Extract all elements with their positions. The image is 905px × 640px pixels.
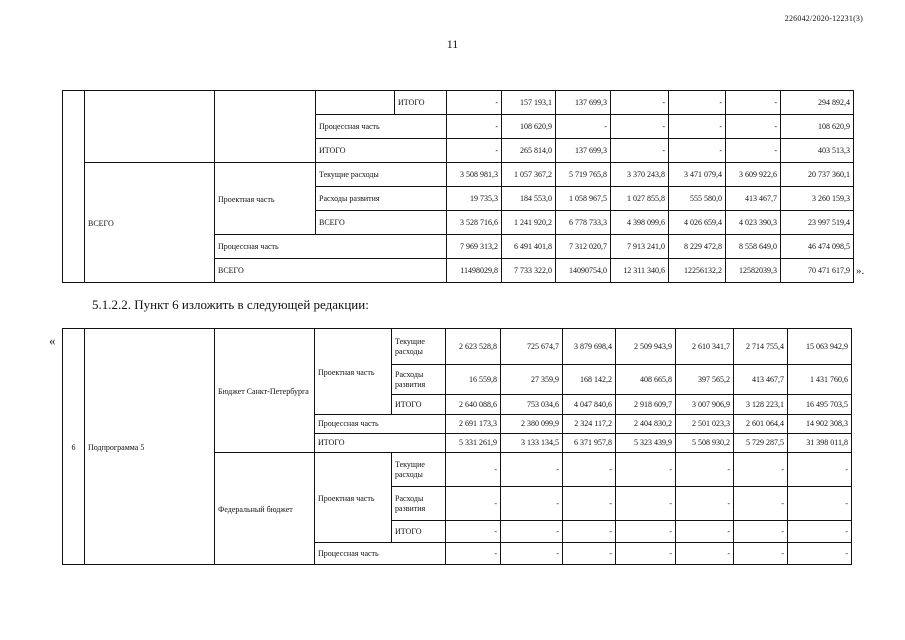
value-cell: -: [611, 115, 669, 139]
value-cell: 23 997 519,4: [781, 211, 854, 235]
value-cell: 7 312 020,7: [556, 235, 611, 259]
row-label: Расходы развития: [392, 365, 446, 395]
value-cell: 7 913 241,0: [611, 235, 669, 259]
row-label: Расходы развития: [392, 487, 446, 521]
item-number: 6: [63, 329, 85, 565]
value-cell: -: [616, 543, 676, 565]
value-cell: -: [669, 91, 726, 115]
value-cell: -: [563, 453, 616, 487]
blank-cell: [316, 91, 395, 115]
value-cell: 294 892,4: [781, 91, 854, 115]
row-label: ИТОГО: [392, 395, 446, 415]
value-cell: 4 047 840,6: [563, 395, 616, 415]
value-cell: 15 063 942,9: [788, 329, 852, 365]
value-cell: -: [676, 453, 734, 487]
document-id: 226042/2020-12231(3): [784, 14, 863, 23]
value-cell: 2 691 173,3: [446, 415, 501, 434]
value-cell: -: [563, 487, 616, 521]
value-cell: -: [616, 487, 676, 521]
value-cell: 184 553,0: [502, 187, 556, 211]
row-label: Текущие расходы: [316, 163, 447, 187]
value-cell: -: [563, 521, 616, 543]
row-label: Расходы развития: [316, 187, 447, 211]
value-cell: 1 431 760,6: [788, 365, 852, 395]
value-cell: -: [501, 521, 563, 543]
value-cell: 19 735,3: [447, 187, 502, 211]
value-cell: -: [611, 139, 669, 163]
value-cell: 2 640 088,6: [446, 395, 501, 415]
value-cell: -: [616, 453, 676, 487]
value-cell: -: [726, 91, 781, 115]
value-cell: 2 601 064,4: [734, 415, 788, 434]
value-cell: 14 902 308,3: [788, 415, 852, 434]
budget-federal-label: Федеральный бюджет: [215, 453, 315, 565]
value-cell: 2 404 830,2: [616, 415, 676, 434]
value-cell: -: [447, 139, 502, 163]
value-cell: 1 027 855,8: [611, 187, 669, 211]
value-cell: -: [446, 543, 501, 565]
value-cell: -: [556, 115, 611, 139]
value-cell: 5 331 261,9: [446, 434, 501, 453]
value-cell: 6 491 401,8: [502, 235, 556, 259]
value-cell: 16 495 703,5: [788, 395, 852, 415]
value-cell: -: [734, 521, 788, 543]
value-cell: -: [788, 521, 852, 543]
value-cell: 11498029,8: [447, 259, 502, 283]
top-budget-table: [62, 90, 854, 283]
value-cell: 413 467,7: [734, 365, 788, 395]
value-cell: 3 879 698,4: [563, 329, 616, 365]
value-cell: 5 729 287,5: [734, 434, 788, 453]
value-cell: 108 620,9: [502, 115, 556, 139]
value-cell: 2 610 341,7: [676, 329, 734, 365]
value-cell: -: [788, 543, 852, 565]
value-cell: -: [726, 115, 781, 139]
bottom-table-body: [63, 329, 852, 565]
value-cell: 2 324 117,2: [563, 415, 616, 434]
value-cell: 3 508 981,3: [447, 163, 502, 187]
value-cell: 6 371 957,8: [563, 434, 616, 453]
value-cell: 2 380 099,9: [501, 415, 563, 434]
opening-quote: «: [49, 333, 56, 348]
value-cell: -: [563, 543, 616, 565]
value-cell: -: [676, 543, 734, 565]
value-cell: 4 023 390,3: [726, 211, 781, 235]
value-cell: 7 733 322,0: [502, 259, 556, 283]
value-cell: -: [501, 487, 563, 521]
part-label: Проектная часть: [215, 163, 316, 235]
value-cell: 137 699,3: [556, 91, 611, 115]
value-cell: 3 528 716,6: [447, 211, 502, 235]
value-cell: 168 142,2: [563, 365, 616, 395]
value-cell: -: [788, 487, 852, 521]
value-cell: 1 057 367,2: [502, 163, 556, 187]
value-cell: 403 513,3: [781, 139, 854, 163]
project-part-label: Проектная часть: [315, 453, 392, 543]
value-cell: -: [669, 115, 726, 139]
value-cell: 2 714 755,4: [734, 329, 788, 365]
budget-spb-label: Бюджет Санкт-Петербурга: [215, 329, 315, 453]
value-cell: 12582039,3: [726, 259, 781, 283]
table-row: [63, 329, 852, 365]
value-cell: 46 474 098,5: [781, 235, 854, 259]
value-cell: 397 565,2: [676, 365, 734, 395]
value-cell: 725 674,7: [501, 329, 563, 365]
row-label: ИТОГО: [392, 521, 446, 543]
value-cell: -: [446, 521, 501, 543]
value-cell: -: [501, 543, 563, 565]
value-cell: 3 370 243,8: [611, 163, 669, 187]
value-cell: 753 034,6: [501, 395, 563, 415]
top-table-body: [63, 91, 854, 283]
value-cell: 3 007 906,9: [676, 395, 734, 415]
paragraph-heading: 5.1.2.2. Пункт 6 изложить в следующей редакции:: [92, 297, 369, 312]
value-cell: 3 260 159,3: [781, 187, 854, 211]
value-cell: -: [446, 453, 501, 487]
project-part-label: Проектная часть: [315, 329, 392, 415]
blank-cell: [215, 91, 316, 163]
value-cell: 5 323 439,9: [616, 434, 676, 453]
page-number: 11: [446, 37, 459, 51]
value-cell: 3 471 079,4: [669, 163, 726, 187]
row-label: Текущие расходы: [392, 453, 446, 487]
value-cell: 8 558 649,0: [726, 235, 781, 259]
value-cell: 2 509 943,9: [616, 329, 676, 365]
value-cell: 4 398 099,6: [611, 211, 669, 235]
row-label: Процессная часть: [315, 543, 446, 565]
value-cell: 413 467,7: [726, 187, 781, 211]
program-label: Подпрограмма 5: [85, 329, 215, 565]
row-label: Процессная часть: [316, 115, 447, 139]
row-label: ВСЕГО: [215, 259, 447, 283]
value-cell: 8 229 472,8: [669, 235, 726, 259]
closing-quote: ».: [856, 265, 865, 277]
value-cell: 7 969 313,2: [447, 235, 502, 259]
value-cell: -: [734, 543, 788, 565]
value-cell: 137 699,3: [556, 139, 611, 163]
value-cell: -: [616, 521, 676, 543]
value-cell: -: [788, 453, 852, 487]
bottom-budget-table: [62, 328, 852, 565]
blank-cell: [85, 91, 215, 163]
group-label: ВСЕГО: [85, 163, 215, 283]
value-cell: 5 508 930,2: [676, 434, 734, 453]
value-cell: 31 398 011,8: [788, 434, 852, 453]
row-label: ИТОГО: [316, 139, 447, 163]
value-cell: 4 026 659,4: [669, 211, 726, 235]
table-row: [63, 163, 854, 187]
row-label: ИТОГО: [395, 91, 447, 115]
value-cell: -: [501, 453, 563, 487]
table-row: [63, 91, 854, 115]
value-cell: 27 359,9: [501, 365, 563, 395]
row-label: Текущие расходы: [392, 329, 446, 365]
row-label: Процессная часть: [215, 235, 447, 259]
value-cell: 3 133 134,5: [501, 434, 563, 453]
value-cell: 2 623 528,8: [446, 329, 501, 365]
value-cell: -: [446, 487, 501, 521]
value-cell: 12 311 340,6: [611, 259, 669, 283]
value-cell: 20 737 360,1: [781, 163, 854, 187]
row-label: ВСЕГО: [316, 211, 447, 235]
value-cell: -: [447, 91, 502, 115]
blank-cell: [63, 91, 85, 283]
value-cell: 70 471 617,9: [781, 259, 854, 283]
value-cell: 12256132,2: [669, 259, 726, 283]
value-cell: 1 241 920,2: [502, 211, 556, 235]
value-cell: 2 501 023,3: [676, 415, 734, 434]
value-cell: 1 058 967,5: [556, 187, 611, 211]
value-cell: -: [726, 139, 781, 163]
row-label: Процессная часть: [315, 415, 446, 434]
value-cell: 408 665,8: [616, 365, 676, 395]
value-cell: 3 609 922,6: [726, 163, 781, 187]
value-cell: -: [447, 115, 502, 139]
value-cell: 157 193,1: [502, 91, 556, 115]
row-label: ИТОГО: [315, 434, 446, 453]
value-cell: -: [734, 487, 788, 521]
value-cell: 14090754,0: [556, 259, 611, 283]
value-cell: -: [669, 139, 726, 163]
value-cell: 5 719 765,8: [556, 163, 611, 187]
value-cell: -: [734, 453, 788, 487]
value-cell: -: [611, 91, 669, 115]
value-cell: 2 918 609,7: [616, 395, 676, 415]
value-cell: -: [676, 521, 734, 543]
value-cell: 6 778 733,3: [556, 211, 611, 235]
value-cell: -: [676, 487, 734, 521]
value-cell: 108 620,9: [781, 115, 854, 139]
value-cell: 3 128 223,1: [734, 395, 788, 415]
value-cell: 16 559,8: [446, 365, 501, 395]
value-cell: 265 814,0: [502, 139, 556, 163]
value-cell: 555 580,0: [669, 187, 726, 211]
